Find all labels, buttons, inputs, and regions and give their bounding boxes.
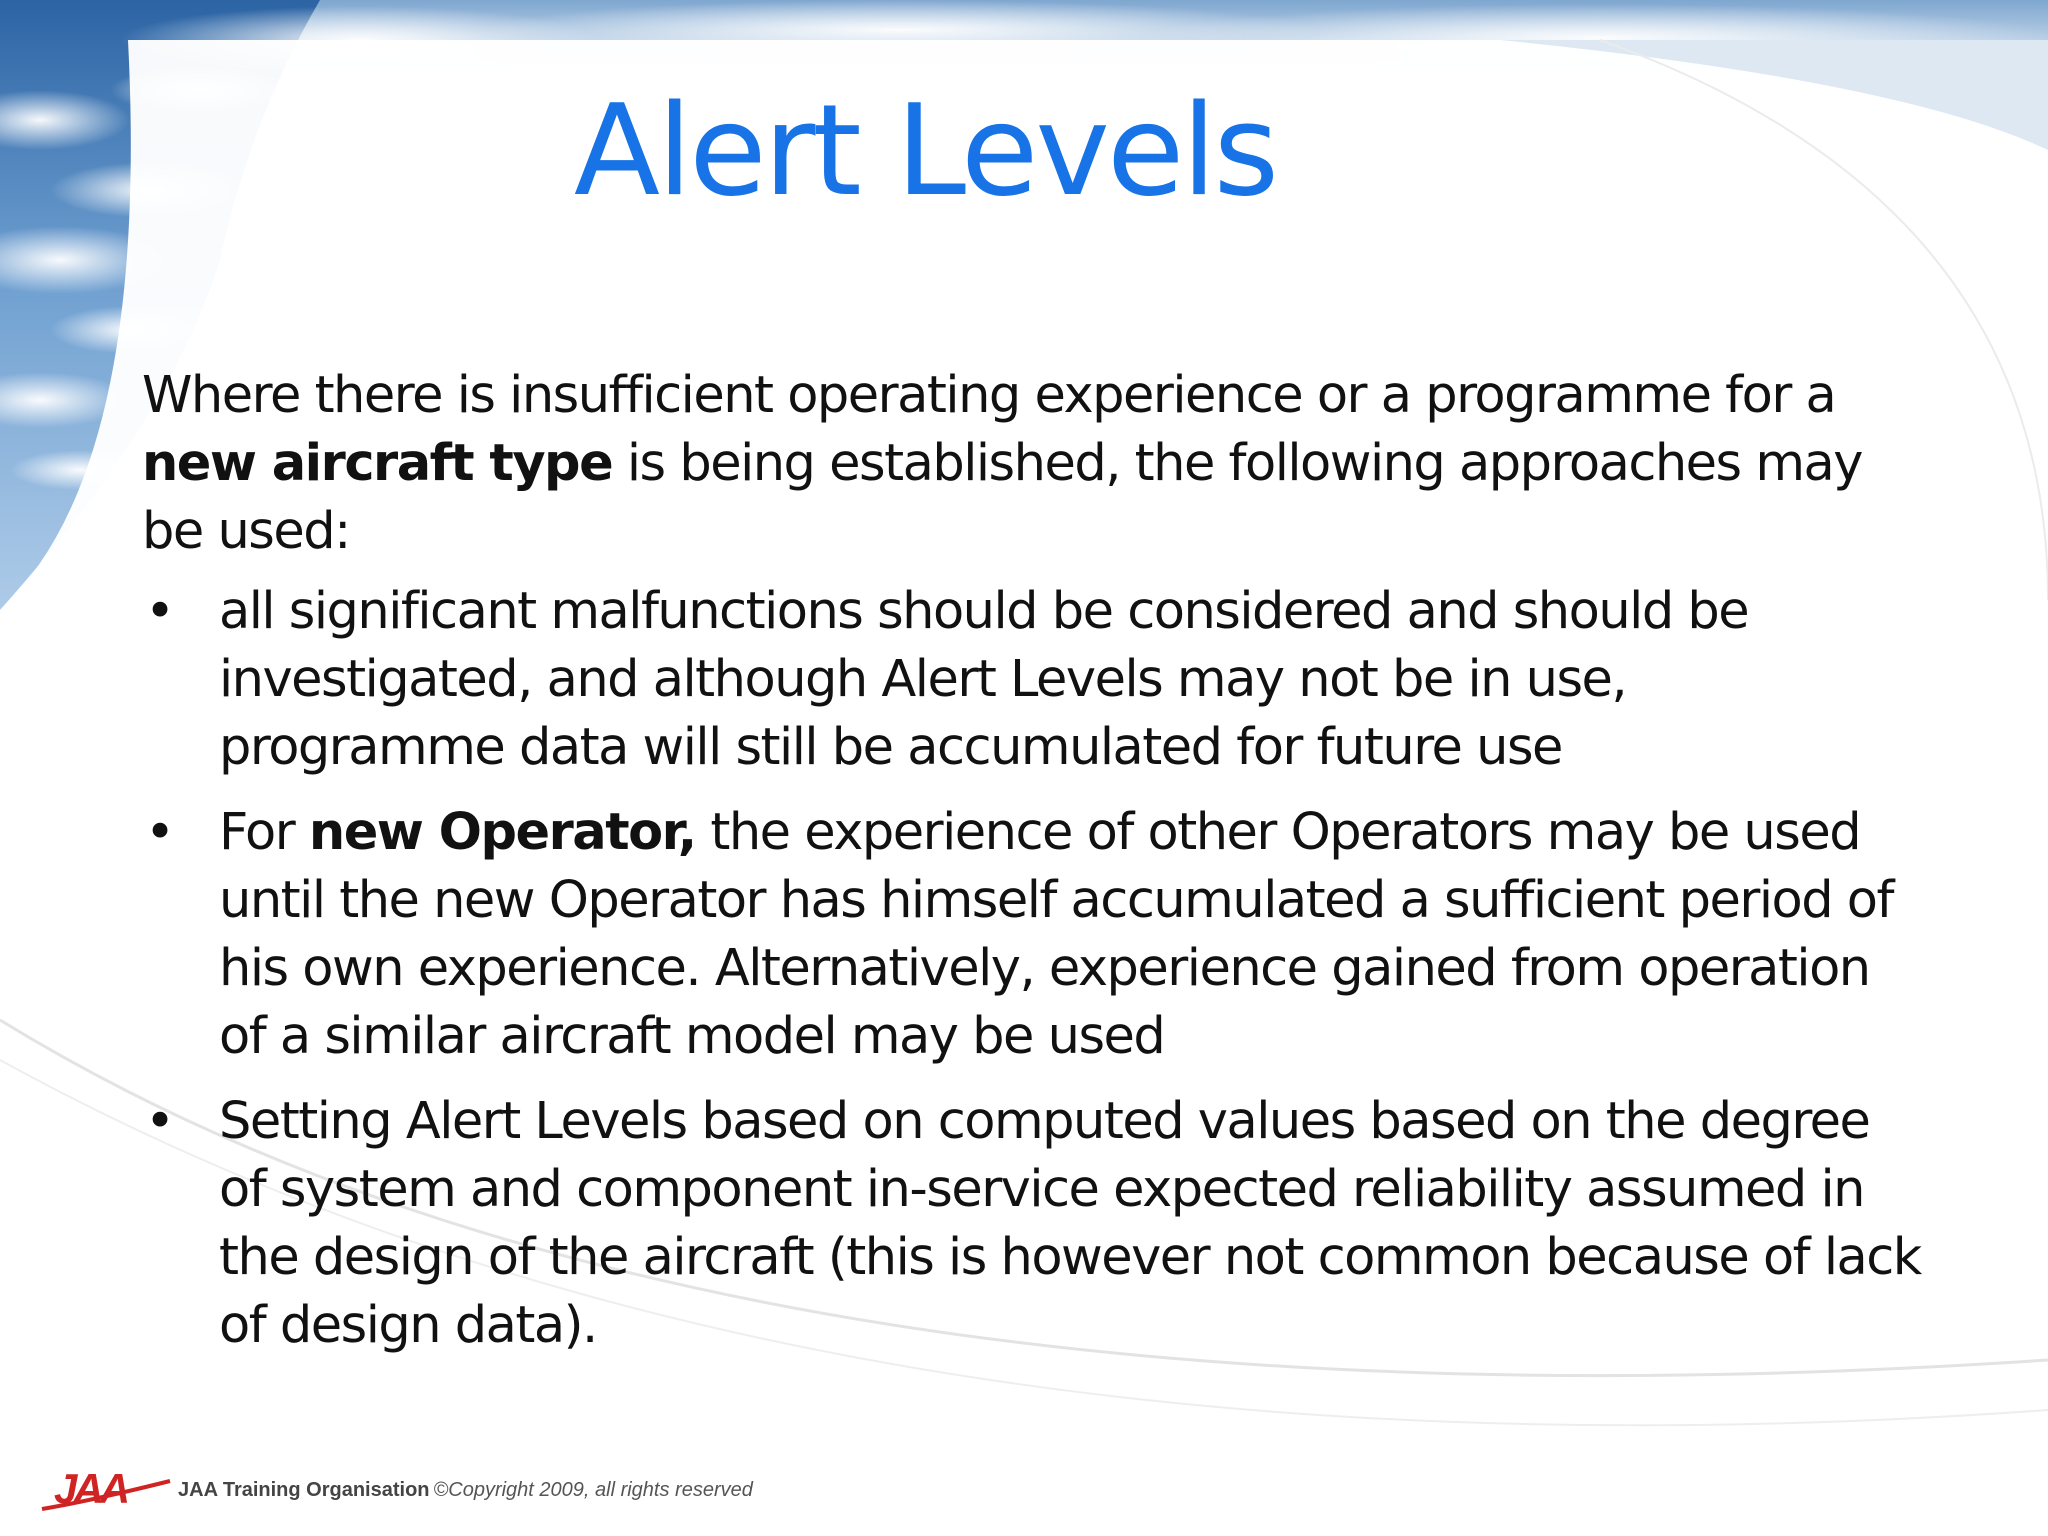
logo-letters: JAA [54, 1465, 127, 1512]
footer [40, 1465, 753, 1512]
bullet-emphasis: new Operator, [308, 803, 696, 862]
intro-text-start: Where there is insufficient operating experience or a programme for a [142, 366, 1836, 425]
bullet-list [142, 578, 1922, 1360]
jaa-logo [40, 1465, 172, 1512]
bullet-item [142, 578, 1922, 782]
bullet-icon: • [145, 803, 174, 862]
copyright-text: ©Copyright 2009, all rights reserved [433, 1478, 753, 1501]
intro-text-end: is being established, the following approaches may be used: [142, 434, 1862, 561]
bullet-item [142, 799, 1922, 1071]
bullet-text: all significant malfunctions should be considered and should be investigated, and although Alert Levels may not be in use, programme data will still be accumulated for future use [219, 582, 1749, 777]
org-name: JAA Training Organisation [178, 1478, 430, 1501]
bullet-icon: • [145, 582, 174, 641]
slide-body [142, 362, 1922, 1377]
bullet-text-end: the experience of other Operators may be used until the new Operator has himself accumulated a sufficient period of his own experience. Alternatively, experience gained from operation of a similar aircraft model may be used [219, 803, 1893, 1066]
bullet-text-start: For [219, 803, 309, 862]
bullet-icon: • [145, 1092, 174, 1151]
intro-emphasis: new aircraft type [142, 434, 613, 493]
intro-paragraph [142, 362, 1922, 566]
bullet-text: Setting Alert Levels based on computed values based on the degree of system and component in-service expected reliability assumed in the design of the aircraft (this is however not common because of lack of design data). [219, 1092, 1921, 1355]
slide-title: Alert Levels [573, 77, 1277, 224]
bullet-item [142, 1088, 1922, 1360]
